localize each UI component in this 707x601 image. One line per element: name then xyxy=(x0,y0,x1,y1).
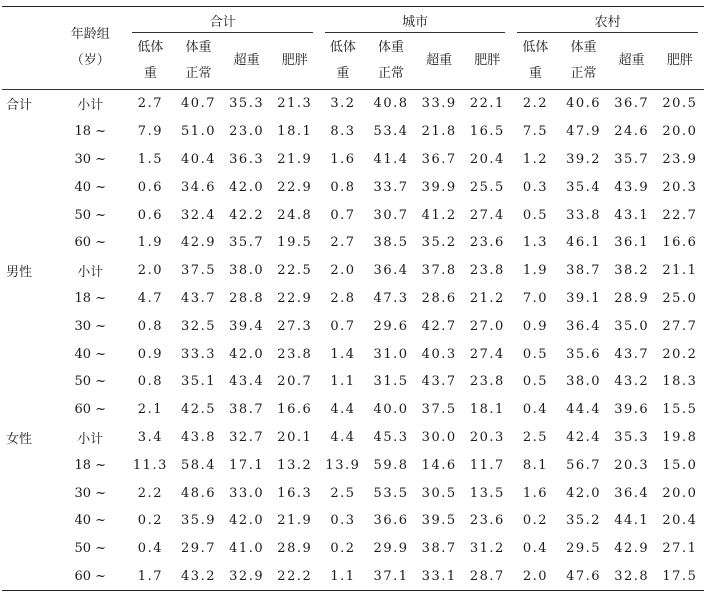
subcolumn-header: 超重 xyxy=(223,33,271,90)
value-cell: 2.8 xyxy=(330,290,356,306)
value-cell: 40.7 xyxy=(181,96,216,112)
value-cell: 18.1 xyxy=(469,402,505,418)
value-cell: 28.9 xyxy=(614,290,650,306)
value-cell: 37.5 xyxy=(421,402,457,418)
value-cell: 35.9 xyxy=(181,513,216,529)
value-cell: 29.5 xyxy=(566,541,602,557)
subcolumn-header: 肥胖 xyxy=(656,33,704,90)
row-group-label xyxy=(2,229,54,257)
subcolumn-header: 肥胖 xyxy=(463,33,511,90)
value-cell: 43.7 xyxy=(181,290,216,306)
value-cell: 33.3 xyxy=(181,346,216,362)
value-cell: 8.3 xyxy=(330,124,356,140)
value-cell: 40.6 xyxy=(566,96,602,112)
value-cell: 19.8 xyxy=(662,429,698,445)
value-cell: 1.5 xyxy=(137,151,163,167)
value-cell: 43.9 xyxy=(614,179,650,195)
column-group-header-urban: 城市 xyxy=(319,7,512,34)
value-cell: 24.8 xyxy=(277,207,313,223)
value-cell: 42.9 xyxy=(614,541,650,557)
value-cell: 38.7 xyxy=(566,263,602,279)
value-cell: 36.7 xyxy=(614,96,650,112)
value-cell: 33.9 xyxy=(421,96,457,112)
value-cell: 4.4 xyxy=(330,429,356,445)
value-cell: 29.7 xyxy=(181,541,216,557)
value-cell: 22.9 xyxy=(277,290,313,306)
value-cell: 30.7 xyxy=(373,207,409,223)
value-cell: 42.0 xyxy=(229,346,265,362)
value-cell: 0.2 xyxy=(137,513,163,529)
value-cell: 23.8 xyxy=(469,263,505,279)
row-age-label: 50 ~ xyxy=(74,207,107,223)
value-cell: 53.4 xyxy=(373,124,409,140)
value-cell: 4.7 xyxy=(137,290,163,306)
value-cell: 27.3 xyxy=(277,318,313,334)
value-cell: 36.4 xyxy=(566,318,602,334)
row-age-label: 18 ~ xyxy=(74,290,107,306)
value-cell: 37.5 xyxy=(181,263,216,279)
value-cell: 27.7 xyxy=(662,318,698,334)
row-age-label: 40 ~ xyxy=(74,513,107,529)
value-cell: 59.8 xyxy=(373,457,409,473)
value-cell: 22.7 xyxy=(662,207,698,223)
row-group-label xyxy=(2,535,54,563)
table-row xyxy=(2,424,704,452)
value-cell: 33.0 xyxy=(229,485,265,501)
value-cell: 43.2 xyxy=(614,374,650,390)
value-cell: 1.1 xyxy=(330,374,356,390)
value-cell: 2.5 xyxy=(522,429,549,445)
value-cell: 0.5 xyxy=(522,207,549,223)
value-cell: 32.5 xyxy=(181,318,216,334)
value-cell: 30.0 xyxy=(421,429,457,445)
subcolumn-header: 体重正常 xyxy=(367,33,415,90)
value-cell: 23.6 xyxy=(469,513,505,529)
row-group-label xyxy=(2,285,54,313)
value-cell: 47.9 xyxy=(566,124,602,140)
value-cell: 38.7 xyxy=(229,402,265,418)
row-age-label: 18 ~ xyxy=(74,457,107,473)
value-cell: 3.4 xyxy=(137,429,163,445)
value-cell: 25.5 xyxy=(469,179,505,195)
value-cell: 0.2 xyxy=(522,513,549,529)
value-cell: 35.3 xyxy=(614,429,650,445)
value-cell: 2.0 xyxy=(137,263,163,279)
value-cell: 1.6 xyxy=(522,485,549,501)
value-cell: 36.7 xyxy=(421,151,457,167)
column-group-header-rural: 农村 xyxy=(511,7,704,34)
table-row xyxy=(2,451,704,479)
value-cell: 11.7 xyxy=(469,457,505,473)
value-cell: 18.3 xyxy=(662,374,698,390)
value-cell: 16.5 xyxy=(469,124,505,140)
value-cell: 40.0 xyxy=(373,402,409,418)
value-cell: 15.5 xyxy=(662,402,698,418)
subcolumn-header: 体重正常 xyxy=(559,33,607,90)
value-cell: 40.3 xyxy=(421,346,457,362)
value-cell: 0.9 xyxy=(137,346,163,362)
row-age-label: 50 ~ xyxy=(74,541,107,557)
value-cell: 36.3 xyxy=(229,151,265,167)
value-cell: 38.7 xyxy=(421,541,457,557)
value-cell: 32.4 xyxy=(181,207,216,223)
value-cell: 1.4 xyxy=(330,346,356,362)
value-cell: 35.4 xyxy=(566,179,602,195)
value-cell: 29.9 xyxy=(373,541,409,557)
value-cell: 28.7 xyxy=(463,563,511,591)
value-cell: 46.1 xyxy=(566,235,602,251)
value-cell: 36.1 xyxy=(614,235,650,251)
value-cell: 21.9 xyxy=(277,513,313,529)
value-cell: 27.1 xyxy=(662,541,698,557)
value-cell: 2.1 xyxy=(137,402,163,418)
value-cell: 13.5 xyxy=(469,485,505,501)
value-cell: 56.7 xyxy=(566,457,602,473)
value-cell: 42.7 xyxy=(421,318,457,334)
row-group-label xyxy=(2,507,54,535)
value-cell: 22.2 xyxy=(271,563,319,591)
value-cell: 20.0 xyxy=(662,124,698,140)
value-cell: 51.0 xyxy=(181,124,216,140)
row-age-label: 18 ~ xyxy=(74,124,107,140)
value-cell: 47.6 xyxy=(559,563,607,591)
value-cell: 40.8 xyxy=(373,96,409,112)
value-cell: 33.8 xyxy=(566,207,602,223)
value-cell: 0.5 xyxy=(522,374,549,390)
value-cell: 39.1 xyxy=(566,290,602,306)
table-row xyxy=(2,229,704,257)
value-cell: 21.1 xyxy=(662,263,698,279)
value-cell: 38.0 xyxy=(566,374,602,390)
value-cell: 28.6 xyxy=(421,290,457,306)
row-group-label: 合计 xyxy=(6,98,33,114)
age-group-unit: （岁） xyxy=(70,53,110,68)
subcolumn-header: 体重正常 xyxy=(174,33,222,90)
value-cell: 0.7 xyxy=(330,318,356,334)
value-cell: 16.6 xyxy=(662,235,698,251)
row-group-label: 男性 xyxy=(6,265,33,281)
value-cell: 20.2 xyxy=(662,346,698,362)
value-cell: 45.3 xyxy=(373,429,409,445)
row-group-label xyxy=(2,118,54,146)
value-cell: 18.1 xyxy=(277,124,313,140)
value-cell: 20.3 xyxy=(469,429,505,445)
value-cell: 36.4 xyxy=(614,485,650,501)
row-age-label: 小计 xyxy=(77,265,104,281)
table-body xyxy=(2,90,704,591)
value-cell: 35.7 xyxy=(614,151,650,167)
value-cell: 39.5 xyxy=(421,513,457,529)
value-cell: 13.2 xyxy=(277,457,313,473)
row-age-label: 40 ~ xyxy=(74,179,107,195)
value-cell: 8.1 xyxy=(522,457,549,473)
value-cell: 0.2 xyxy=(330,541,356,557)
value-cell: 32.7 xyxy=(229,429,265,445)
value-cell: 20.3 xyxy=(662,179,698,195)
value-cell: 48.6 xyxy=(181,485,216,501)
value-cell: 0.6 xyxy=(137,179,163,195)
value-cell: 16.6 xyxy=(277,402,313,418)
age-group-header xyxy=(54,7,126,90)
value-cell: 31.5 xyxy=(373,374,409,390)
value-cell: 1.9 xyxy=(522,263,549,279)
value-cell: 39.4 xyxy=(229,318,265,334)
value-cell: 7.0 xyxy=(522,290,549,306)
column-group-header-total: 合计 xyxy=(126,7,319,34)
value-cell: 44.4 xyxy=(566,402,602,418)
table-row xyxy=(2,396,704,424)
value-cell: 27.4 xyxy=(469,207,505,223)
value-cell: 2.7 xyxy=(330,235,356,251)
value-cell: 7.9 xyxy=(137,124,163,140)
value-cell: 35.2 xyxy=(421,235,457,251)
value-cell: 33.1 xyxy=(415,563,463,591)
table-row xyxy=(2,507,704,535)
value-cell: 35.7 xyxy=(229,235,265,251)
row-group-label: 女性 xyxy=(6,431,33,447)
value-cell: 36.6 xyxy=(373,513,409,529)
value-cell: 1.2 xyxy=(522,151,549,167)
table-row xyxy=(2,535,704,563)
subcolumn-header: 超重 xyxy=(608,33,656,90)
value-cell: 25.0 xyxy=(662,290,698,306)
value-cell: 30.5 xyxy=(421,485,457,501)
subcolumn-header: 超重 xyxy=(415,33,463,90)
value-cell: 42.9 xyxy=(181,235,216,251)
value-cell: 0.9 xyxy=(522,318,549,334)
value-cell: 20.7 xyxy=(277,374,313,390)
value-cell: 2.7 xyxy=(137,96,163,112)
group-header-blank xyxy=(2,7,54,90)
value-cell: 28.9 xyxy=(277,541,313,557)
value-cell: 1.9 xyxy=(137,235,163,251)
subcolumn-header: 低体重 xyxy=(126,33,174,90)
value-cell: 0.3 xyxy=(330,513,356,529)
value-cell: 21.2 xyxy=(469,290,505,306)
value-cell: 27.0 xyxy=(469,318,505,334)
value-cell: 1.3 xyxy=(522,235,549,251)
table-row xyxy=(2,285,704,313)
value-cell: 0.8 xyxy=(137,318,163,334)
value-cell: 39.6 xyxy=(614,402,650,418)
value-cell: 20.5 xyxy=(662,96,698,112)
value-cell: 23.8 xyxy=(469,374,505,390)
value-cell: 28.8 xyxy=(229,290,265,306)
value-cell: 58.4 xyxy=(181,457,216,473)
row-age-label: 小计 xyxy=(77,98,104,114)
table-row xyxy=(2,146,704,174)
value-cell: 53.5 xyxy=(373,485,409,501)
value-cell: 3.2 xyxy=(330,96,356,112)
value-cell: 0.4 xyxy=(522,402,549,418)
row-group-label xyxy=(2,563,54,591)
value-cell: 35.2 xyxy=(566,513,602,529)
table-header xyxy=(2,7,704,90)
row-age-label: 30 ~ xyxy=(74,151,107,167)
value-cell: 27.4 xyxy=(469,346,505,362)
value-cell: 20.4 xyxy=(662,513,698,529)
value-cell: 41.2 xyxy=(421,207,457,223)
value-cell: 21.3 xyxy=(277,96,313,112)
value-cell: 17.5 xyxy=(656,563,704,591)
value-cell: 1.6 xyxy=(330,151,356,167)
value-cell: 37.1 xyxy=(367,563,415,591)
value-cell: 19.5 xyxy=(277,235,313,251)
value-cell: 4.4 xyxy=(330,402,356,418)
row-group-label xyxy=(2,173,54,201)
value-cell: 0.8 xyxy=(137,374,163,390)
value-cell: 43.2 xyxy=(174,563,222,591)
value-cell: 22.5 xyxy=(277,263,313,279)
value-cell: 20.0 xyxy=(662,485,698,501)
row-age-label: 40 ~ xyxy=(74,346,107,362)
value-cell: 42.5 xyxy=(181,402,216,418)
value-cell: 23.9 xyxy=(662,151,698,167)
table-row xyxy=(2,563,704,591)
value-cell: 38.5 xyxy=(373,235,409,251)
value-cell: 0.7 xyxy=(330,207,356,223)
table-row xyxy=(2,173,704,201)
table-row xyxy=(2,201,704,229)
row-age-label: 60 ~ xyxy=(54,563,126,591)
value-cell: 20.1 xyxy=(277,429,313,445)
value-cell: 35.3 xyxy=(229,96,265,112)
value-cell: 16.3 xyxy=(277,485,313,501)
value-cell: 42.4 xyxy=(566,429,602,445)
value-cell: 31.0 xyxy=(373,346,409,362)
value-cell: 2.0 xyxy=(330,263,356,279)
table-row xyxy=(2,257,704,285)
row-age-label: 小计 xyxy=(77,431,104,447)
value-cell: 43.4 xyxy=(229,374,265,390)
row-group-label xyxy=(2,368,54,396)
value-cell: 2.5 xyxy=(330,485,356,501)
value-cell: 2.2 xyxy=(137,485,163,501)
table-row xyxy=(2,312,704,340)
row-age-label: 30 ~ xyxy=(74,318,107,334)
value-cell: 43.1 xyxy=(614,207,650,223)
value-cell: 37.8 xyxy=(421,263,457,279)
row-age-label: 50 ~ xyxy=(74,374,107,390)
row-group-label xyxy=(2,312,54,340)
value-cell: 13.9 xyxy=(325,457,361,473)
value-cell: 42.0 xyxy=(229,513,265,529)
value-cell: 1.1 xyxy=(319,563,367,591)
subcolumn-header: 肥胖 xyxy=(271,33,319,90)
value-cell: 42.2 xyxy=(229,207,265,223)
value-cell: 23.6 xyxy=(469,235,505,251)
value-cell: 0.4 xyxy=(137,541,163,557)
table-row xyxy=(2,90,704,118)
value-cell: 31.2 xyxy=(469,541,505,557)
value-cell: 36.4 xyxy=(373,263,409,279)
value-cell: 0.5 xyxy=(522,346,549,362)
value-cell: 0.4 xyxy=(522,541,549,557)
value-cell: 43.7 xyxy=(614,346,650,362)
value-cell: 21.8 xyxy=(421,124,457,140)
value-cell: 24.6 xyxy=(614,124,650,140)
value-cell: 1.7 xyxy=(126,563,174,591)
value-cell: 17.1 xyxy=(229,457,265,473)
value-cell: 7.5 xyxy=(522,124,549,140)
value-cell: 38.2 xyxy=(614,263,650,279)
value-cell: 44.1 xyxy=(614,513,650,529)
value-cell: 0.6 xyxy=(137,207,163,223)
bmi-distribution-table xyxy=(2,6,704,591)
row-age-label: 60 ~ xyxy=(74,235,107,251)
value-cell: 42.0 xyxy=(229,179,265,195)
age-group-label: 年龄组 xyxy=(70,27,110,42)
value-cell: 21.9 xyxy=(277,151,313,167)
value-cell: 41.4 xyxy=(373,151,409,167)
value-cell: 41.0 xyxy=(229,541,265,557)
subcolumn-header: 低体重 xyxy=(319,33,367,90)
table-row xyxy=(2,479,704,507)
subcolumn-header: 低体重 xyxy=(511,33,559,90)
value-cell: 14.6 xyxy=(421,457,457,473)
value-cell: 43.8 xyxy=(181,429,216,445)
value-cell: 0.3 xyxy=(522,179,549,195)
row-group-label xyxy=(2,146,54,174)
value-cell: 15.0 xyxy=(662,457,698,473)
value-cell: 20.3 xyxy=(614,457,650,473)
value-cell: 40.4 xyxy=(181,151,216,167)
value-cell: 42.0 xyxy=(566,485,602,501)
value-cell: 29.6 xyxy=(373,318,409,334)
value-cell: 20.4 xyxy=(469,151,505,167)
value-cell: 39.9 xyxy=(421,179,457,195)
value-cell: 38.0 xyxy=(229,263,265,279)
value-cell: 2.2 xyxy=(522,96,549,112)
value-cell: 47.3 xyxy=(373,290,409,306)
row-age-label: 60 ~ xyxy=(74,402,107,418)
row-age-label: 30 ~ xyxy=(74,485,107,501)
table-row xyxy=(2,368,704,396)
value-cell: 35.0 xyxy=(614,318,650,334)
value-cell: 43.7 xyxy=(421,374,457,390)
row-group-label xyxy=(2,451,54,479)
value-cell: 39.2 xyxy=(566,151,602,167)
value-cell: 0.8 xyxy=(330,179,356,195)
value-cell: 2.0 xyxy=(511,563,559,591)
value-cell: 22.9 xyxy=(277,179,313,195)
value-cell: 35.1 xyxy=(181,374,216,390)
row-group-label xyxy=(2,201,54,229)
row-group-label xyxy=(2,396,54,424)
table-row xyxy=(2,118,704,146)
table-row xyxy=(2,340,704,368)
value-cell: 11.3 xyxy=(132,457,168,473)
row-group-label xyxy=(2,340,54,368)
value-cell: 32.9 xyxy=(223,563,271,591)
value-cell: 23.8 xyxy=(277,346,313,362)
value-cell: 34.6 xyxy=(181,179,216,195)
row-group-label xyxy=(2,479,54,507)
value-cell: 33.7 xyxy=(373,179,409,195)
value-cell: 32.8 xyxy=(608,563,656,591)
value-cell: 35.6 xyxy=(566,346,602,362)
value-cell: 22.1 xyxy=(469,96,505,112)
value-cell: 23.0 xyxy=(229,124,265,140)
